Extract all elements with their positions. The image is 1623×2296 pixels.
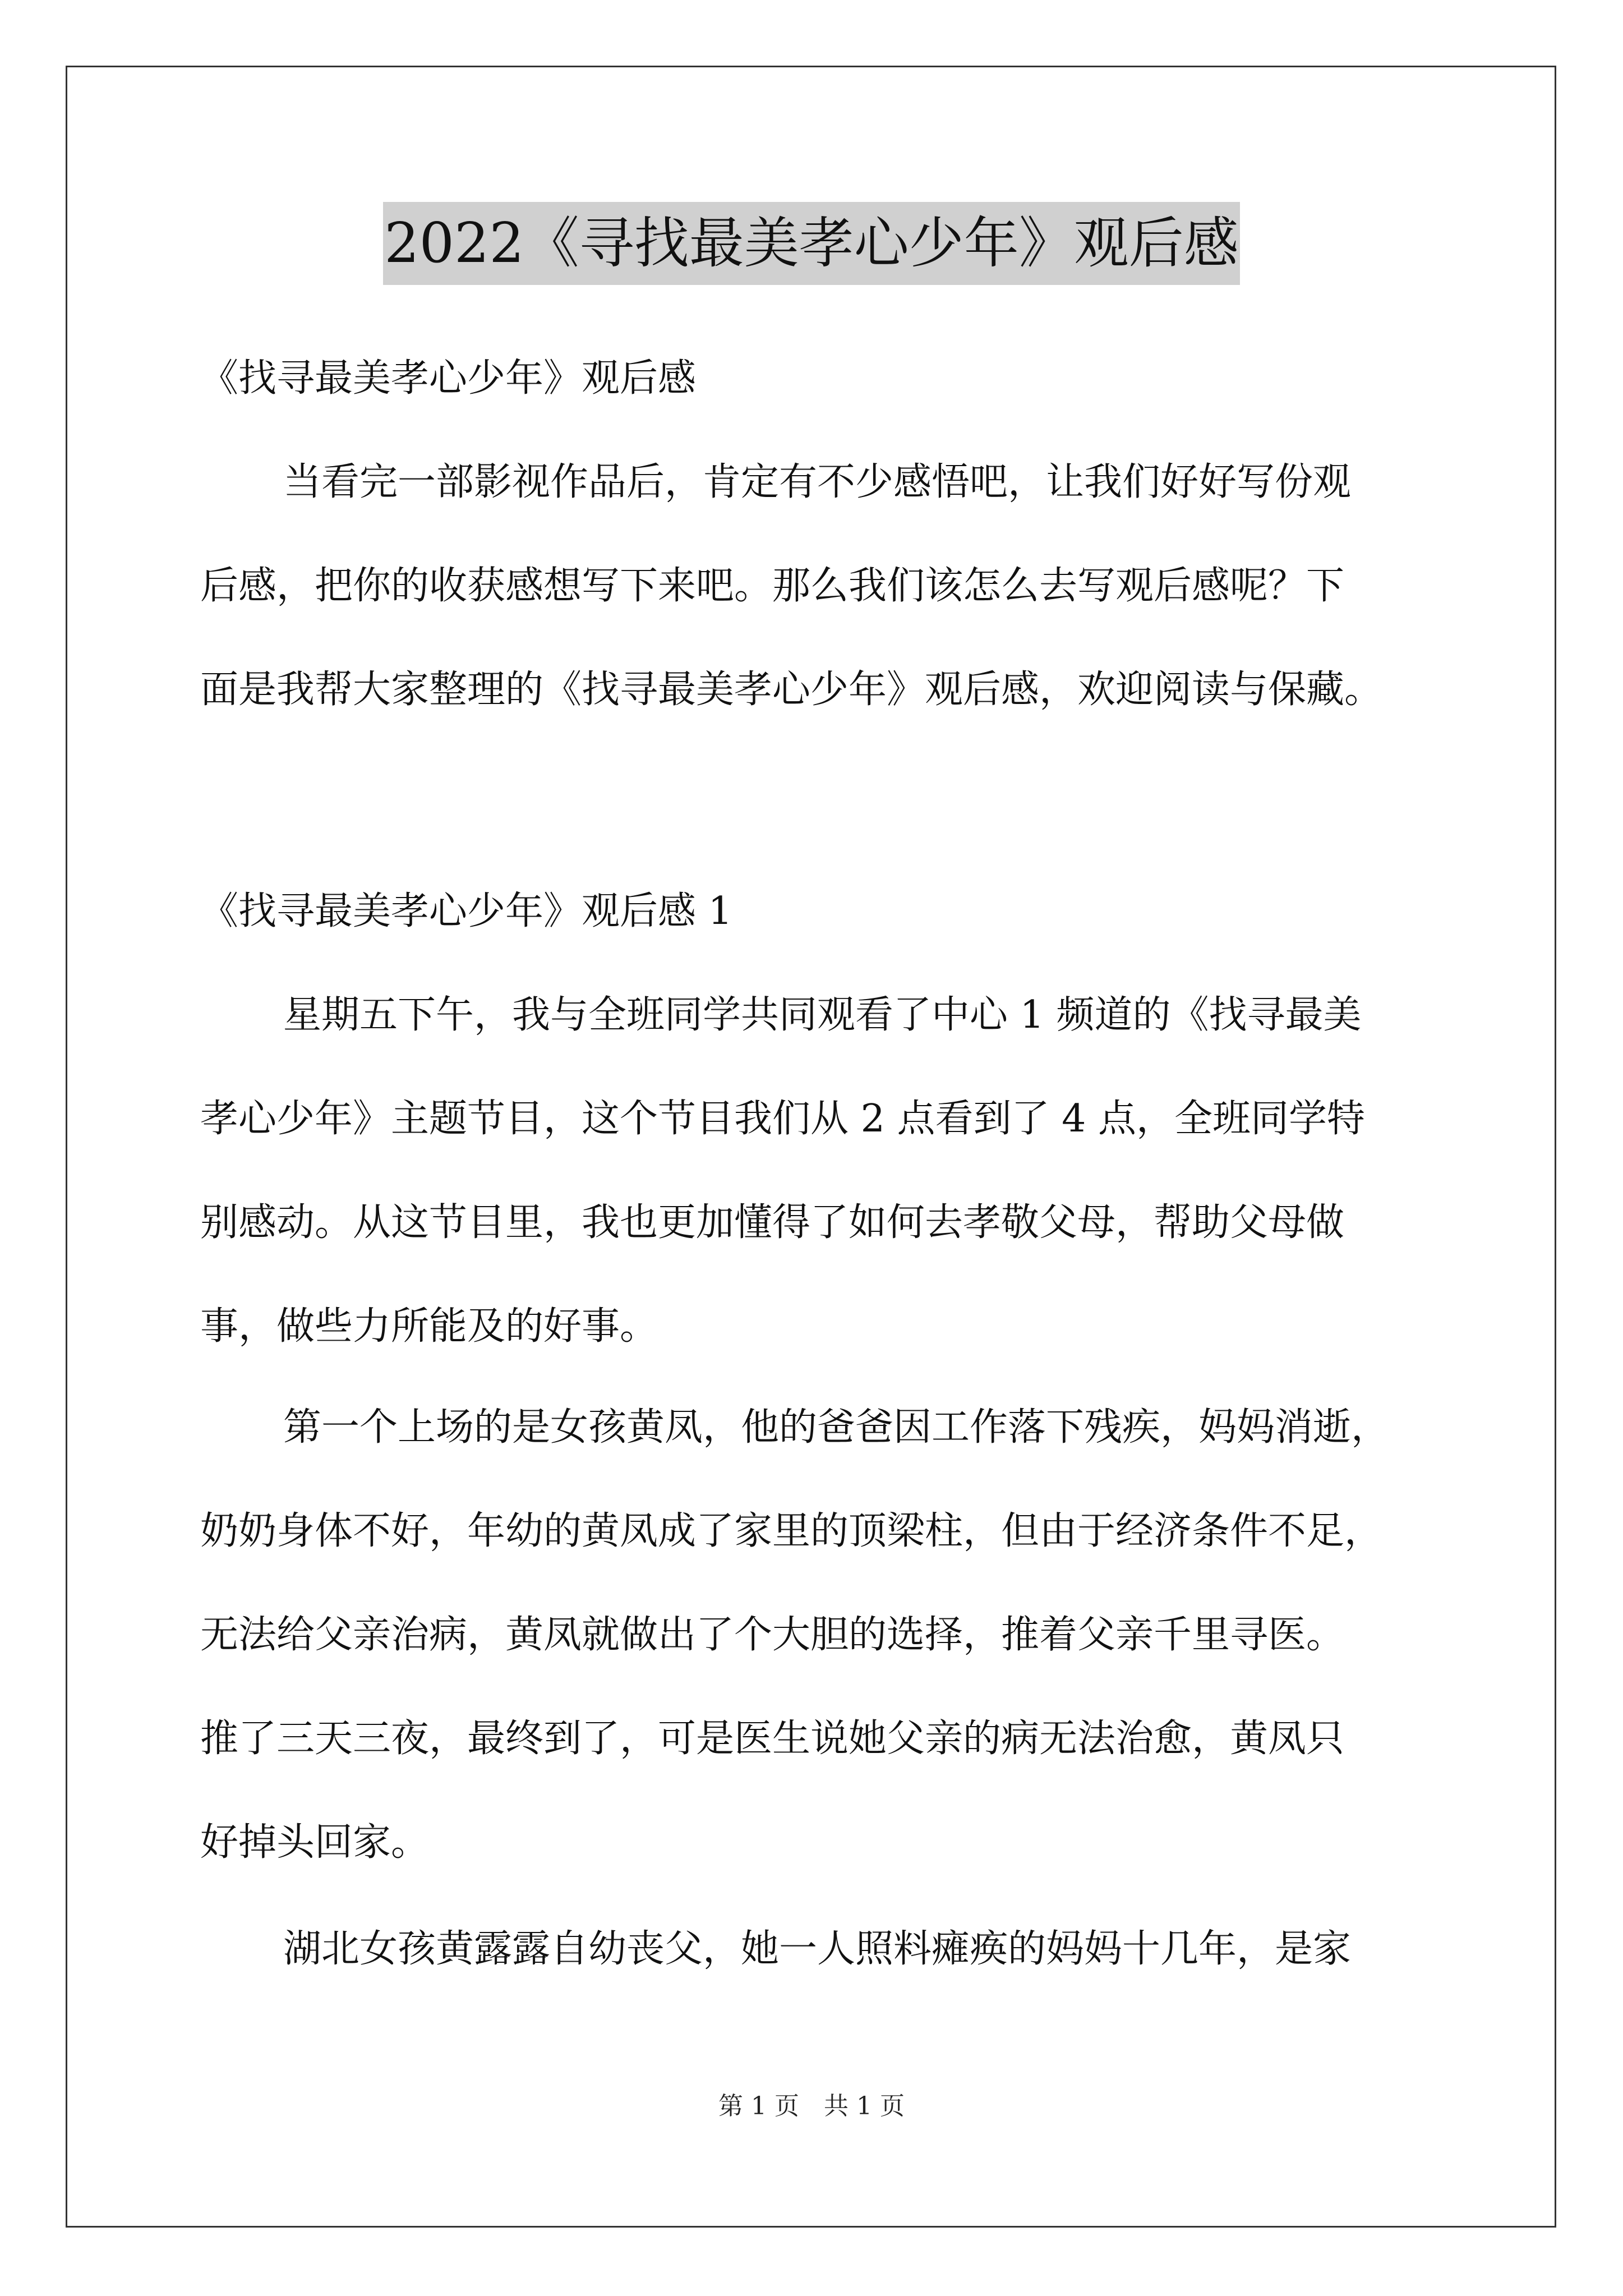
paragraph-line: 好掉头回家。 [200,1820,430,1865]
paragraph-line: 后感，把你的收获感想写下来吧。那么我们该怎么去写观后感呢？下 [200,564,1345,608]
document-title [0,202,1623,285]
paragraph-line: 当看完一部影视作品后，肯定有不少感悟吧，让我们好好写份观 [283,460,1352,504]
paragraph-line: 奶奶身体不好，年幼的黄凤成了家里的顶梁柱，但由于经济条件不足， [200,1509,1383,1553]
paragraph-line: 第一个上场的是女孩黄凤，他的爸爸因工作落下残疾，妈妈消逝， [283,1405,1390,1450]
page-number: 第 1 页 共 1 页 [718,2092,905,2120]
title-text: 2022《寻找最美孝心少年》观后感 [383,202,1239,285]
paragraph-line: 湖北女孩黄露露自幼丧父，她一人照料瘫痪的妈妈十几年，是家 [283,1927,1352,1971]
section-heading: 《找寻最美孝心少年》观后感 1 [200,889,732,933]
paragraph-line: 别感动。从这节目里，我也更加懂得了如何去孝敬父母，帮助父母做 [200,1200,1345,1245]
section-heading: 《找寻最美孝心少年》观后感 [200,356,697,401]
paragraph-line: 星期五下午，我与全班同学共同观看了中心 1 频道的《找寻最美 [283,993,1362,1037]
paragraph-line: 无法给父亲治病，黄凤就做出了个大胆的选择，推着父亲千里寻医。 [200,1613,1345,1657]
paragraph-line: 推了三天三夜，最终到了，可是医生说她父亲的病无法治愈，黄凤只 [200,1717,1345,1761]
paragraph-line: 孝心少年》主题节目，这个节目我们从 2 点看到了 4 点，全班同学特 [200,1097,1365,1141]
paragraph-line: 事，做些力所能及的好事。 [200,1304,658,1349]
paragraph-line: 面是我帮大家整理的《找寻最美孝心少年》观后感，欢迎阅读与保藏。 [200,668,1383,712]
